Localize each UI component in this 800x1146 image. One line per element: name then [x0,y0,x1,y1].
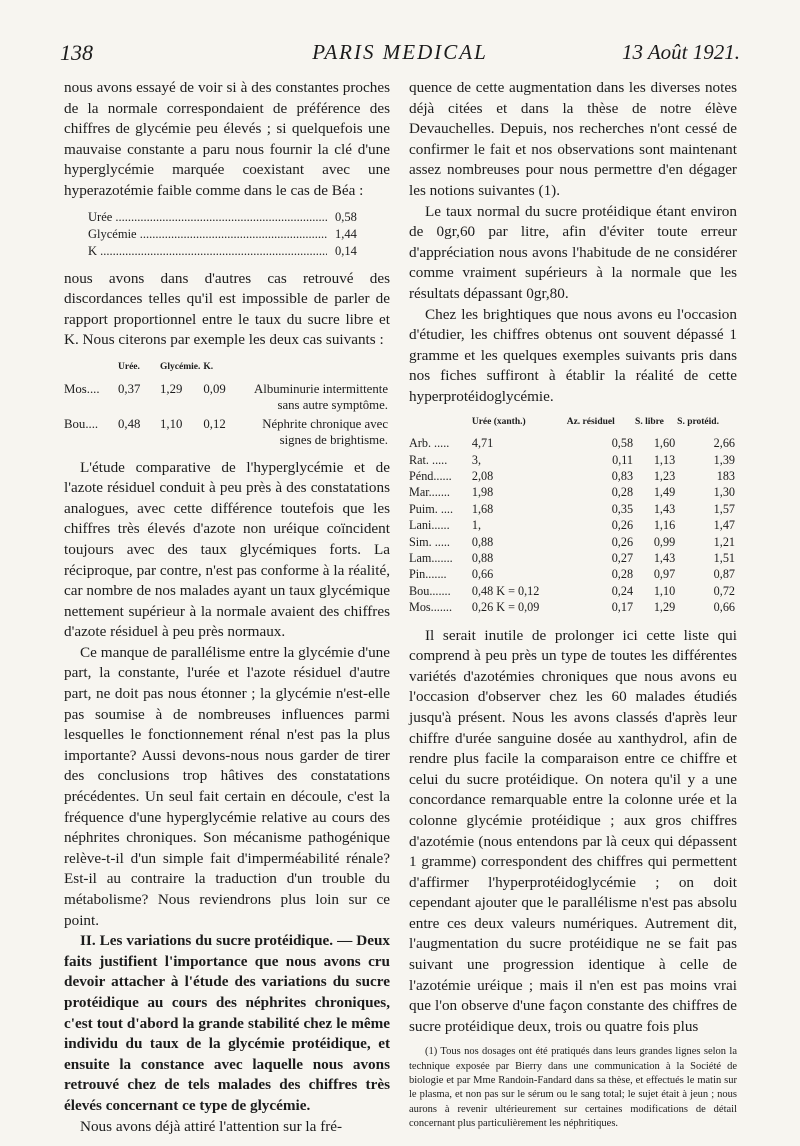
uree-value: 0,48 [118,416,141,431]
sucre-proteid-value: 1,39 [713,452,735,467]
column-header: Urée. [118,361,140,372]
glycemie-value: 1,10 [160,416,183,431]
uree-value: 2,08 [471,468,494,483]
table-row [409,484,737,500]
uree-value: 0,88 [471,550,494,565]
table-header-row [409,412,737,436]
sucre-proteid-value: 1,57 [713,501,735,516]
sucre-proteid-value: 1,21 [713,534,735,549]
table-row [409,517,737,533]
right-column [409,78,737,1131]
value-label: Urée ..... [88,209,327,226]
value-label: Glycémie ..... [88,226,327,243]
patient-name: Mar....... [409,485,450,500]
left-column [64,78,390,1137]
sucre-libre-value: 1,60 [653,436,676,451]
azote-residuel-value: 0,17 [611,600,634,615]
paragraph: Chez les brightiques que nous avons eu l'occasion d'étudier, les chiffres obtenus ont souvent dépassé 1 gramme et les quelques exemples suivants pris dans nos fiches suffiront à établir la réalité de cette hyperprotéidoglycémie. [409,305,737,405]
diagnosis-line: Albuminurie intermittente [254,381,388,396]
value-number: 0,14 [335,243,357,258]
azote-residuel-value: 0,35 [611,501,634,516]
sucre-libre-value: 1,10 [653,583,676,598]
diagnosis-line: signes de brightisme. [279,432,388,447]
uree-value: 3, [471,452,481,467]
sucre-libre-value: 1,43 [653,550,676,565]
column-header: S. protéid. [677,416,719,427]
sucre-libre-value: 1,13 [653,452,676,467]
footnote [409,1045,737,1131]
journal-title: PARIS MEDICAL [312,40,488,64]
sucre-libre-value: 1,49 [653,485,676,500]
cases-table [64,357,390,450]
patient-name: Bou.... [64,416,99,431]
table-header-row [64,357,390,380]
sucre-libre-value: 1,43 [653,501,676,516]
table-row [64,380,390,415]
sucre-proteid-value: 0,72 [713,583,735,598]
patient-name: Puim. .... [409,501,454,516]
azote-residuel-value: 0,11 [612,452,634,467]
k-value: 0,09 [203,381,226,396]
uree-value: 0,37 [118,381,141,396]
patient-name: Bou....... [409,583,451,598]
value-number: 0,58 [335,209,357,224]
table-row [409,566,737,582]
sucre-libre-value: 0,97 [653,567,676,582]
table-row [409,435,737,451]
sucre-libre-value: 0,99 [653,534,676,549]
patient-name: Mos.... [64,381,100,396]
patient-name: Pénd...... [409,468,452,483]
azote-residuel-value: 0,24 [611,583,634,598]
diagnosis-line: Néphrite chronique avec [262,416,388,431]
table-row [409,550,737,566]
table-row [409,501,737,517]
azote-residuel-value: 0,26 [611,518,634,533]
page-header [60,40,740,70]
sucre-proteid-value: 1,47 [713,518,735,533]
patient-name: Mos....... [409,600,453,615]
issue-date: 13 Août 1921. [621,40,740,64]
paragraph: Le taux normal du sucre protéidique étant environ de 0gr,60 par litre, afin d'éviter toute erreur d'appréciation nous avons l'habitude de ne considérer comme vraiment supérieurs à la normale que les résultats dépassant 0gr,80. [409,202,737,302]
uree-value: 1, [471,518,481,533]
azote-residuel-value: 0,28 [611,485,634,500]
page-number: 138 [60,40,93,65]
value-row [88,243,390,260]
paragraph: Nous avons déjà attiré l'attention sur la fré- [80,1117,343,1135]
column-header: K. [203,361,214,372]
k-value: 0,12 [203,416,226,431]
diagnosis [245,380,390,415]
uree-value: 4,71 [471,436,494,451]
sucre-libre-value: 1,23 [653,468,676,483]
patient-name: Lam....... [409,550,453,565]
paragraph: nous avons dans d'autres cas retrouvé des discordances telles qu'il est impossible de parler de rapport proportionnel entre le taux du sucre libre et K. Nous citerons par exemple les deux cas suivants : [64,269,390,349]
diagnosis-line: sans autre symptôme. [277,397,388,412]
patient-name: Arb. ..... [409,436,450,451]
azote-residuel-value: 0,28 [611,567,634,582]
paragraph: nous avons essayé de voir si à des constantes proches de la normale correspondaient de préférence des chiffres de glycémie peu élevés ; si quelquefois une mauvaise constante a paru nous fournir la clé d'une hyperglycémie marquée coexistant avec une hyperazotémie faible comme dans le cas de Béa : [64,79,390,199]
value-label: K ..... [88,243,327,260]
paragraph: quence de cette augmentation dans les diverses notes déjà citées et dans la thèse de notre élève Devauchelles. Depuis, nos recherches n'ont cessé de confirmer le fait et nos observations sont maintenant assez nombreuses pour nous permettre d'en dégager les notions suivantes (1). [409,79,737,199]
uree-value: 0,26 K = 0,09 [471,600,540,615]
uree-value: 1,98 [471,485,494,500]
uree-value: 1,68 [471,501,494,516]
table-row [409,583,737,599]
sucre-proteid-value: 1,30 [713,485,735,500]
uree-value: 0,88 [471,534,494,549]
table-row [409,468,737,484]
azote-residuel-value: 0,26 [611,534,634,549]
patient-name: Sim. ..... [409,534,450,549]
azote-residuel-value: 0,58 [611,436,634,451]
value-number: 1,44 [335,226,357,241]
azote-residuel-value: 0,83 [611,468,634,483]
protein-sugar-table [409,412,737,616]
table-row [409,452,737,468]
column-header: Az. résiduel [566,416,615,427]
sucre-proteid-value: 2,66 [713,436,735,451]
table-row [64,415,390,450]
diagnosis [245,415,390,450]
value-row [88,209,390,226]
sucre-proteid-value: 0,66 [713,600,735,615]
sucre-proteid-value: 183 [716,468,735,483]
glycemie-value: 1,29 [160,381,183,396]
paragraph: Il serait inutile de prolonger ici cette liste qui comprend à peu près un type de toutes les différentes variétés d'azotémies chroniques que nous avons eu l'occasion d'observer chez les 60 malades étudiés jusqu'à présent. Nous les avons classés d'après leur chiffre d'urée sanguine dosée au xanthydrol, afin de rendre plus facile la comparaison entre ce chiffre et celui du sucre protéidique. On notera qu'il y a une concordance remarquable entre la colonne urée et la colonne glycémie protéidique ; aux gros chiffres d'azotémie (nous entendons par là ceux qui dépassent 1 gramme) correspondent des chiffres qui permettent d'affirmer l'hyperprotéidoglycémie ; on doit cependant ajouter que le parallélisme n'est pas absolu entre ces deux valeurs numériques. Autrement dit, l'augmentation du sucre protéidique ne se fait pas suivant une progression identique à celle de l'azotémie uréique ; mais il n'en est pas moins vrai que l'on observe d'une façon constante des chiffres de sucre protéidique deux, trois ou quatre fois plus [409,626,737,1035]
column-header: Glycémie. [160,361,201,372]
patient-name: Pin....... [409,567,447,582]
sucre-proteid-value: 1,51 [713,550,735,565]
values-list [88,209,390,260]
column-header: Urée (xanth.) [471,416,526,427]
footnote-text: (1) Tous nos dosages ont été pratiqués dans leurs grandes lignes selon la technique exposée par Bierry dans une communication à la Société de biologie et par Mme Randoin-Fandard dans sa thèse, et effectués le matin sur le plasma, et non pas sur le sérum ou le sang total; le sujet était à jeun ; nous aurons à revenir ultérieurement sur certaines modifications de détail concernant plus particulièrement les néphritiques. [409,1046,737,1129]
patient-name: Rat. ..... [409,452,448,467]
azote-residuel-value: 0,27 [611,550,634,565]
value-row [88,226,390,243]
paragraph: L'étude comparative de l'hyperglycémie et de l'azote résiduel conduit à peu près à des constatations analogues, avec cette différence toutefois que les chiffres très élevés d'azote non uréique coïncident toujours avec des taux glycémiques forts. La réciproque, par contre, n'est pas conforme à la réalité, car nombre de nos malades ayant un taux glycémique nettement supérieur à la normale avaient des chiffres d'azote résiduel à peu près normaux. [64,458,390,641]
sucre-proteid-value: 0,87 [713,567,735,582]
uree-value: 0,66 [471,567,494,582]
uree-value: 0,48 K = 0,12 [471,583,540,598]
sucre-libre-value: 1,16 [653,518,676,533]
column-header: S. libre [635,416,664,427]
patient-name: Lani...... [409,518,450,533]
table-row [409,534,737,550]
sucre-libre-value: 1,29 [653,600,676,615]
table-row [409,599,737,615]
paragraph: Ce manque de parallélisme entre la glycémie d'une part, la constante, l'urée et l'azote résiduel d'autre part, ne doit pas nous étonner ; la glycémie n'est-elle pas soumise à de nombreuses influences parmi lesquelles le fonctionnement rénal n'est pas la plus importante? Aussi devons-nous nous garder de tirer des conclusions trop hâtives des constatations précédentes. Un seul fait certain en découle, c'est la fréquence d'une hyperglycémie relative au cours des néphrites chroniques. Son mécanisme pathogénique relève-t-il d'un simple fait d'imperméabilité rénale? Est-il au contraire la traduction d'un trouble du métabolisme? Nous reviendrons plus loin sur ce point. [64,643,390,929]
section-paragraph: II. Les variations du sucre protéidique. — Deux faits justifient l'importance que nous avons cru devoir attacher à l'étude des variations du sucre protéidique au cours des néphrites chroniques, c'est tout d'abord la grande stabilité chez le même individu du taux de la glycémie protéidique, et ensuite la constance avec laquelle nous avons retrouvé chez de tels malades des chiffres très élevés concernant ce type de glycémie. [64,932,390,1114]
